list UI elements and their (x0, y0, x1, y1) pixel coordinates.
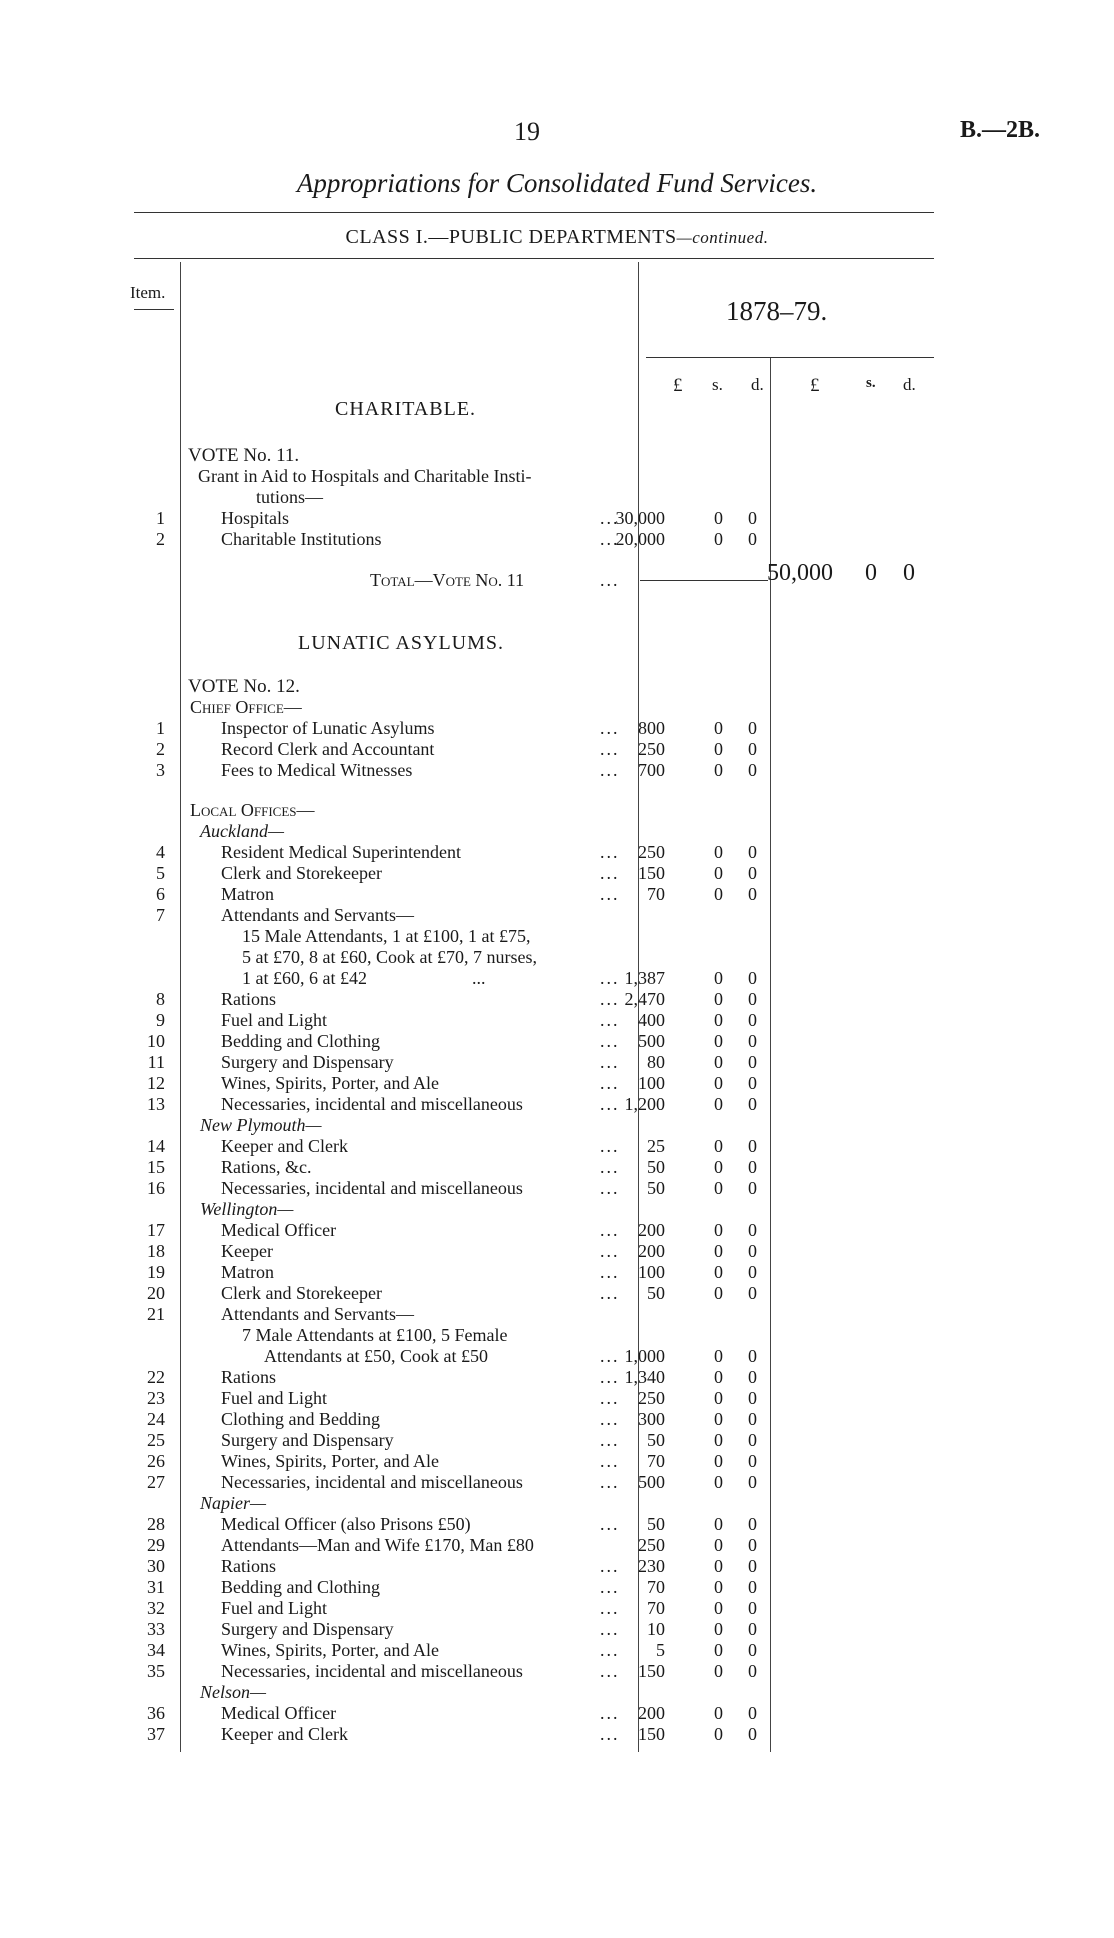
total-pence-header: d. (903, 375, 916, 394)
table-row: 18 Keeper ... 200 0 0 (147, 1241, 757, 1261)
table-row: 30 Rations ... 230 0 0 (147, 1556, 757, 1576)
table-row-continuation: 7 Male Attendants at £100, 5 Female (242, 1325, 508, 1345)
auckland-heading: Auckland— (200, 821, 284, 841)
table-row: 9 Fuel and Light ... 400 0 0 (156, 1010, 757, 1030)
table-row: 8 Rations ... 2,470 0 0 (156, 989, 757, 1009)
new-plymouth-heading: New Plymouth— (200, 1115, 322, 1135)
table-row: 36 Medical Officer ... 200 0 0 (147, 1703, 757, 1723)
table-row: 28 Medical Officer (also Prisons £50) ... 50 0 0 (147, 1514, 757, 1534)
vote-11-subtitle: Grant in Aid to Hospitals and Charitable Insti- (198, 466, 532, 486)
table-row: 17 Medical Officer ... 200 0 0 (147, 1220, 757, 1240)
section-heading-charitable: CHARITABLE. (335, 398, 477, 420)
table-row: 4 Resident Medical Superintendent ... 250 0 0 (156, 842, 757, 862)
vote-11-total-pence: 0 (903, 560, 915, 586)
table-row-continuation: Attendants at £50, Cook at £50 ... 1,000 0 0 (264, 1346, 757, 1366)
table-row: 7 Attendants and Servants— (156, 905, 414, 925)
table-row-continuation: 1 at £60, 6 at £42 ... ... 1,387 0 0 (242, 968, 757, 988)
table-row: 12 Wines, Spirits, Porter, and Ale ... 100 0 0 (147, 1073, 757, 1093)
table-row: 34 Wines, Spirits, Porter, and Ale ... 5 0 0 (147, 1640, 757, 1660)
section-heading-lunatic-asylums: LUNATIC ASYLUMS. (298, 632, 505, 654)
year-header: 1878–79. (726, 296, 828, 326)
table-row: 35 Necessaries, incidental and miscellaneous ... 150 0 0 (147, 1661, 757, 1681)
class-heading: CLASS I.—PUBLIC DEPARTMENTS—continued. (345, 226, 769, 248)
table-row: 15 Rations, &c. ... 50 0 0 (147, 1157, 757, 1177)
nelson-heading: Nelson— (200, 1682, 267, 1702)
table-row: 3 Fees to Medical Witnesses ... 700 0 0 (156, 760, 757, 780)
napier-heading: Napier— (200, 1493, 267, 1513)
year-rule (646, 357, 934, 358)
vote-11-total-shillings: 0 (865, 560, 877, 586)
class-rule (134, 258, 934, 259)
vote-11-total-pounds: 50,000 (767, 560, 833, 586)
shilling-header: s. (712, 375, 723, 394)
table-row: 1 Hospitals ... 30,000 0 0 (156, 508, 757, 528)
table-row: 16 Necessaries, incidental and miscellaneous ... 50 0 0 (147, 1178, 757, 1198)
document-reference: B.—2B. (960, 117, 1041, 143)
local-offices-heading: Local Offices— (190, 800, 315, 820)
table-row-continuation: 15 Male Attendants, 1 at £100, 1 at £75, (242, 926, 531, 946)
table-row: 14 Keeper and Clerk ... 25 0 0 (147, 1136, 757, 1156)
table-row: 2 Record Clerk and Accountant ... 250 0 0 (156, 739, 757, 759)
table-row: 13 Necessaries, incidental and miscellaneous ... 1,200 0 0 (147, 1094, 757, 1114)
table-row-continuation: 5 at £70, 8 at £60, Cook at £70, 7 nurses, (242, 947, 537, 967)
vote-12-title: VOTE No. 12. (188, 676, 300, 697)
wellington-heading: Wellington— (200, 1199, 294, 1219)
total-shilling-header: s. (866, 375, 876, 391)
table-row: 33 Surgery and Dispensary ... 10 0 0 (147, 1619, 757, 1639)
table-row: 22 Rations ... 1,340 0 0 (147, 1367, 757, 1387)
table-row: 19 Matron ... 100 0 0 (147, 1262, 757, 1282)
table-row: 6 Matron ... 70 0 0 (156, 884, 757, 904)
chief-office-heading: Chief Office— (190, 697, 302, 717)
page-number: 19 (514, 117, 540, 146)
pound-header: £ (673, 375, 683, 396)
table-row: 10 Bedding and Clothing ... 500 0 0 (147, 1031, 757, 1051)
vote-11-title: VOTE No. 11. (188, 445, 300, 466)
item-column-header: Item. (130, 283, 166, 302)
pence-header: d. (751, 375, 764, 394)
title-rule (134, 212, 934, 213)
table-row: 11 Surgery and Dispensary ... 80 0 0 (147, 1052, 757, 1072)
total-pound-header: £ (810, 375, 820, 396)
table-row: 31 Bedding and Clothing ... 70 0 0 (147, 1577, 757, 1597)
item-header-rule (134, 309, 174, 310)
table-row: 29 Attendants—Man and Wife £170, Man £80 250 0 0 (147, 1535, 757, 1555)
table-row: 37 Keeper and Clerk ... 150 0 0 (147, 1724, 757, 1744)
table-row: 1 Inspector of Lunatic Asylums ... 800 0 0 (156, 718, 757, 738)
table-row: 5 Clerk and Storekeeper ... 150 0 0 (156, 863, 757, 883)
table-row: 25 Surgery and Dispensary ... 50 0 0 (147, 1430, 757, 1450)
vote-11-subtitle-cont: tutions— (256, 487, 324, 507)
table-row: 20 Clerk and Storekeeper ... 50 0 0 (147, 1283, 757, 1303)
table-row: 32 Fuel and Light ... 70 0 0 (147, 1598, 757, 1618)
table-row: 21 Attendants and Servants— (147, 1304, 414, 1324)
total-rule (640, 580, 768, 581)
table-row: 23 Fuel and Light ... 250 0 0 (147, 1388, 757, 1408)
table-row: 24 Clothing and Bedding ... 300 0 0 (147, 1409, 757, 1429)
table-row: 26 Wines, Spirits, Porter, and Ale ... 70 0 0 (147, 1451, 757, 1471)
vote-11-total-row: Total—Vote No. 11 ... (370, 570, 620, 590)
table-row: 2 Charitable Institutions ... 20,000 0 0 (156, 529, 757, 549)
page-title: Appropriations for Consolidated Fund Services. (296, 168, 818, 198)
table-row: 27 Necessaries, incidental and miscellaneous ... 500 0 0 (147, 1472, 757, 1492)
